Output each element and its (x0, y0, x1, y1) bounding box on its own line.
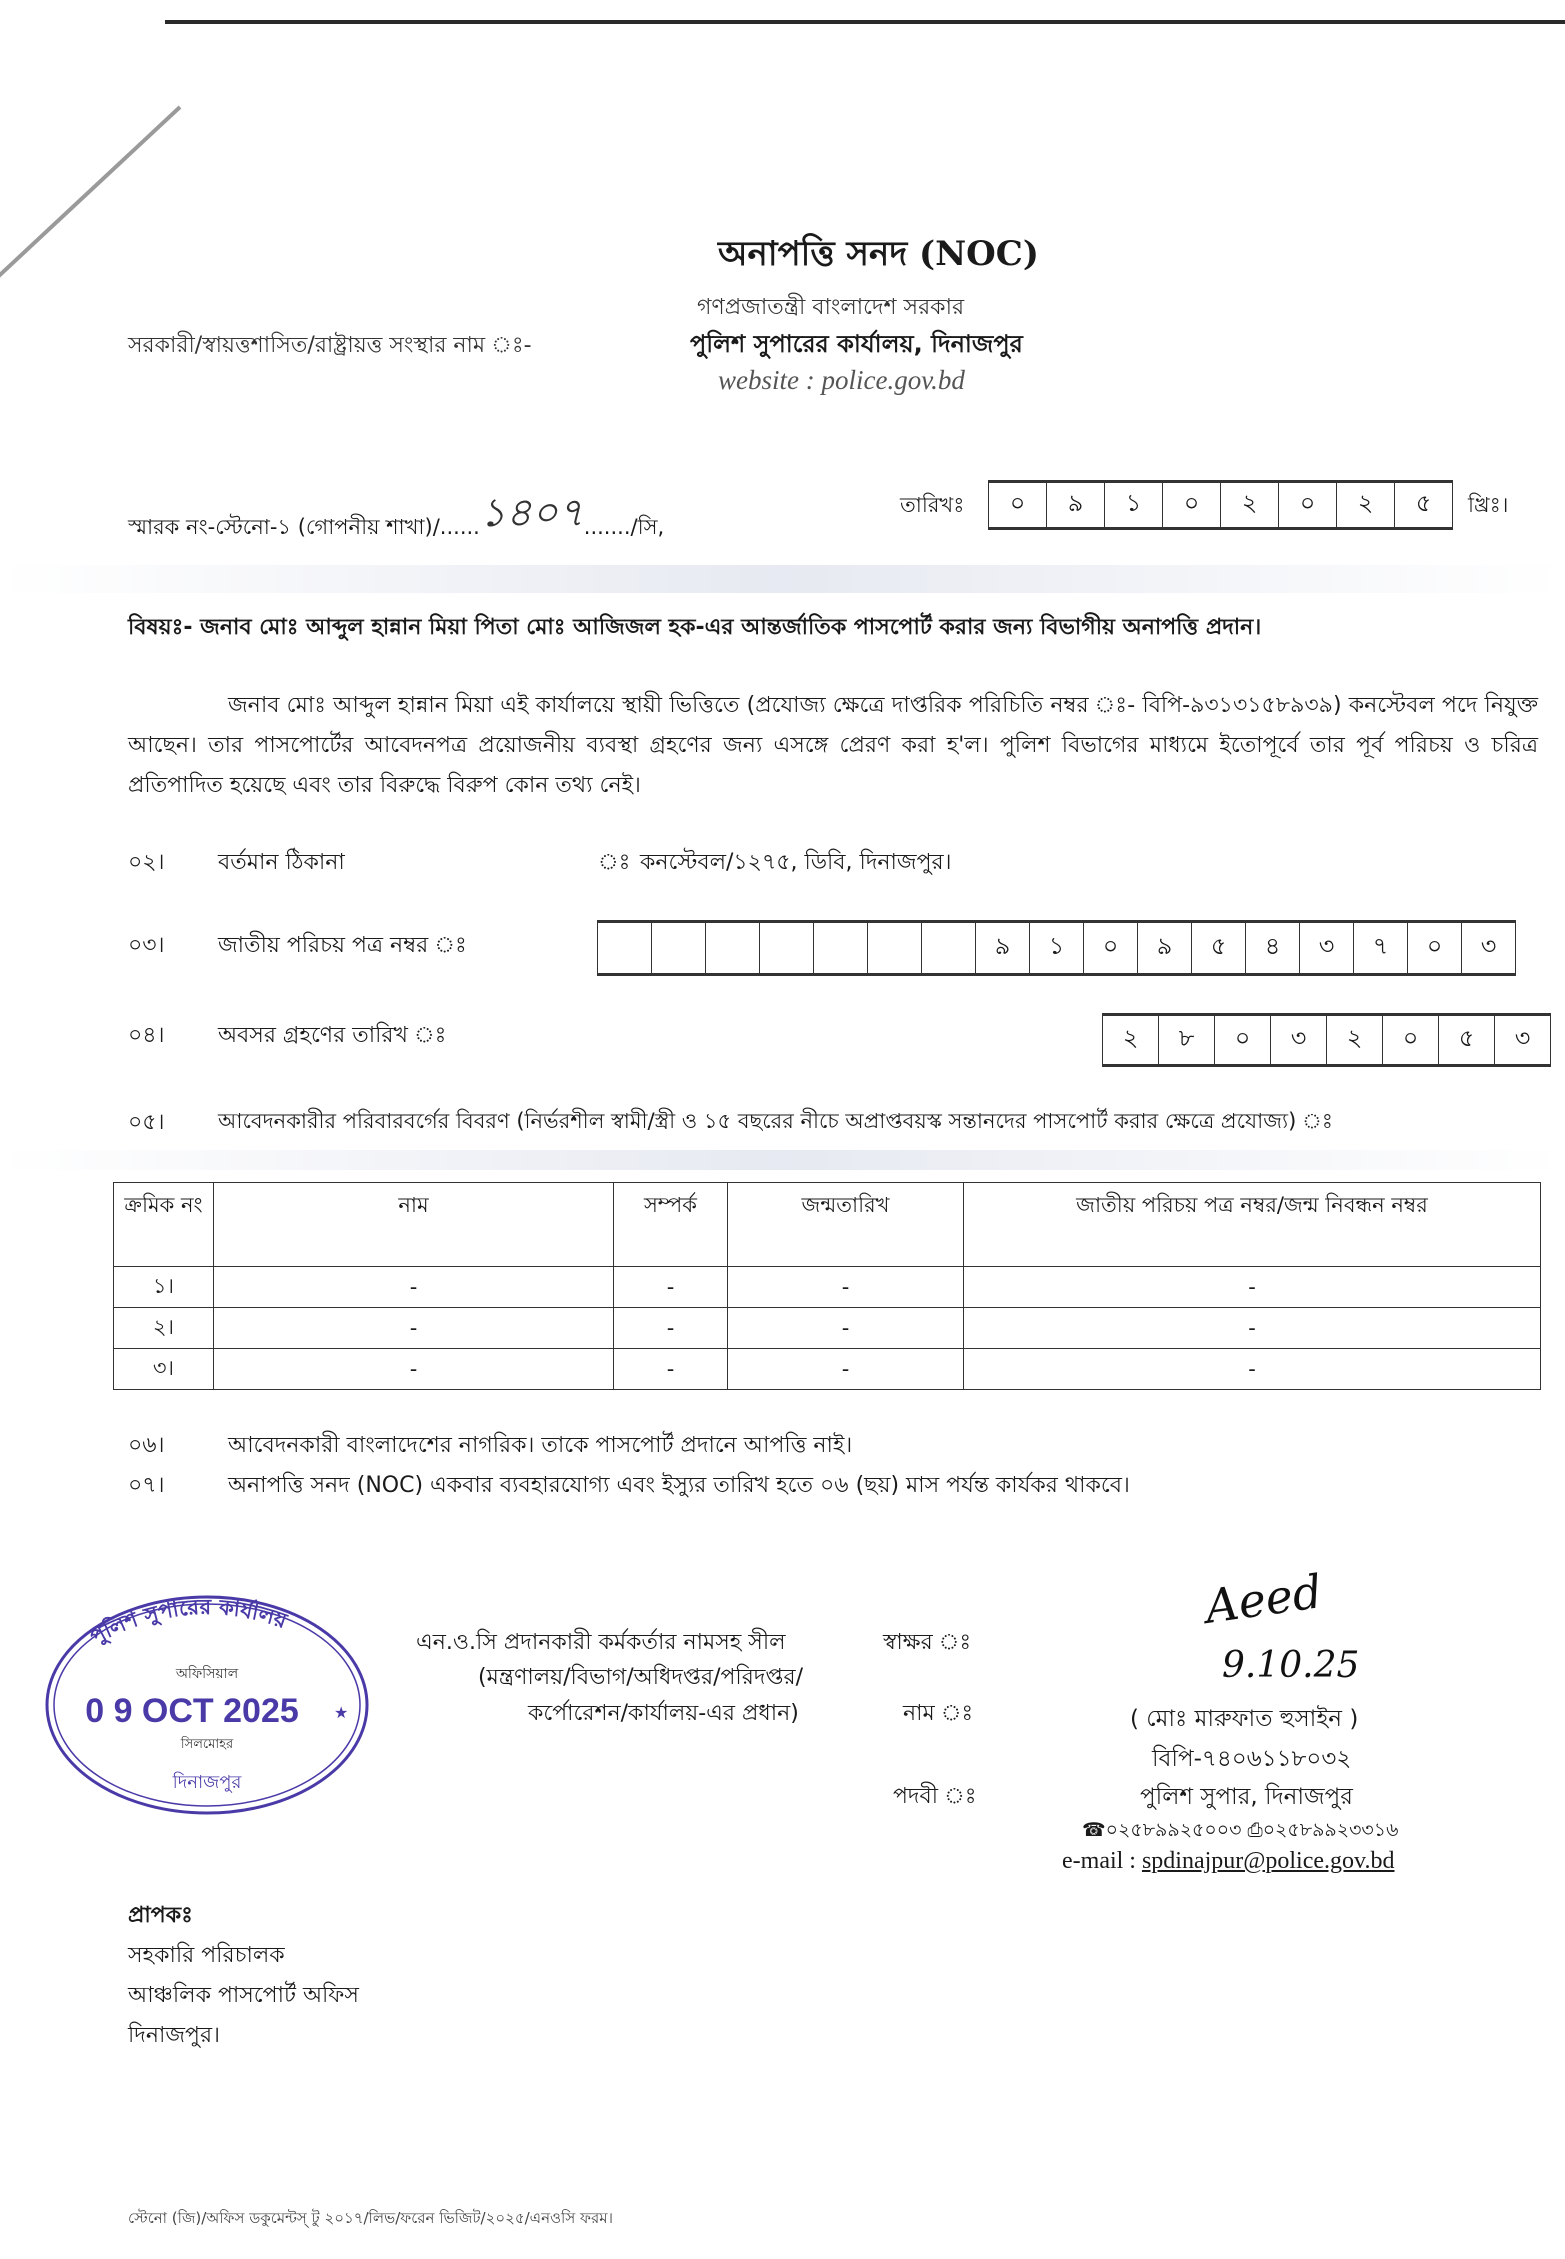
date-digit-box: ৫ (1395, 483, 1453, 527)
retirement-digit-box: ৫ (1439, 1016, 1495, 1064)
header-dob: জন্মতারিখ (728, 1183, 964, 1267)
subject-line: বিষয়ঃ- জনাব মোঃ আব্দুল হান্নান মিয়া পিতা মোঃ আজিজল হক-এর আন্তর্জাতিক পাসপোর্ট করার জন্য বিভাগীয় অনাপত্তি প্রদান। (128, 615, 1262, 640)
email-line (1062, 1848, 1394, 1875)
nid-digit-box (814, 923, 868, 973)
address-value: কনস্টেবল/১২৭৫, ডিবি, দিনাজপুর। (640, 850, 952, 875)
date-digit-box: ০ (1163, 483, 1221, 527)
retirement-date-boxes (1102, 1013, 1551, 1067)
nid-digit-box: ০ (1408, 923, 1462, 973)
header-name: নাম (214, 1183, 614, 1267)
validity-statement: অনাপত্তি সনদ (NOC) একবার ব্যবহারযোগ্য এবং ইস্যুর তারিখ হতে ০৬ (ছয়) মাস পর্যন্ত কার্যকর থাকবে। (228, 1473, 1130, 1498)
star-icon: ★ (334, 1703, 349, 1722)
office-name: পুলিশ সুপারের কার্যালয়, দিনাজপুর (690, 330, 1023, 358)
stamp-date: 0 9 OCT 2025 (85, 1692, 299, 1730)
retirement-digit-box: ৩ (1271, 1016, 1327, 1064)
nid-digit-box (652, 923, 706, 973)
government-name: গণপ্রজাতন্ত্রী বাংলাদেশ সরকার (697, 295, 965, 320)
designation-label: পদবী ঃ (893, 1784, 977, 1809)
cell-name: - (214, 1267, 614, 1308)
date-digit-box: ২ (1337, 483, 1395, 527)
nid-digit-box: ৫ (1192, 923, 1246, 973)
header-serial: ক্রমিক নং (114, 1183, 214, 1267)
date-digit-box: ৯ (1047, 483, 1105, 527)
header-relation: সম্পর্ক (614, 1183, 728, 1267)
date-suffix: খ্রিঃ। (1468, 493, 1509, 517)
seal-label-3: কর্পোরেশন/কার্যালয়-এর প্রধান) (528, 1701, 799, 1726)
nid-digit-box (922, 923, 976, 973)
retirement-digit-box: ২ (1103, 1016, 1159, 1064)
family-label: আবেদনকারীর পরিবারবর্গের বিবরণ (নির্ভরশীল স্বামী/স্ত্রী ও ১৫ বছরের নীচে অপ্রাপ্তবয়স্ক সন্তানদের পাসপোর্ট করার ক্ষেত্রে প্রযোজ্য) ঃ (218, 1109, 1333, 1133)
paper-fold-corner (0, 106, 181, 279)
table-row (114, 1349, 1541, 1390)
nid-digit-box: ৯ (1138, 923, 1192, 973)
cell-serial: ২। (114, 1308, 214, 1349)
email-label: e-mail : (1062, 1848, 1142, 1874)
nid-digit-box: ৩ (1462, 923, 1516, 973)
org-name-label: সরকারী/স্বায়ত্তশাসিত/রাষ্ট্রায়ত্ত সংস্থার নাম ঃ- (128, 333, 532, 358)
nid-digit-box: ৯ (976, 923, 1030, 973)
cell-id-number: - (964, 1349, 1541, 1390)
table-row (114, 1308, 1541, 1349)
cell-serial: ১। (114, 1267, 214, 1308)
contact-line (1082, 1816, 1398, 1848)
address-label: বর্তমান ঠিকানা (218, 850, 345, 875)
body-text: জনাব মোঃ আব্দুল হান্নান মিয়া এই কার্যালয়ে স্থায়ী ভিত্তিতে (প্রযোজ্য ক্ষেত্রে দাপ্তরিক পরিচিতি নম্বর ঃ- বিপি-৯৩১৩১৫৮৯৩৯) কনস্টেবল পদে নিযুক্ত আছেন। তার পাসপোর্টের আবেদনপত্র প্রয়োজনীয় ব্যবস্থা গ্রহণের জন্য এসঙ্গে প্রেরণ করা হ'ল। পুলিশ বিভাগের মাধ্যমে ইতোপূর্বে তার পূর্ব পরিচয় ও চরিত্র প্রতিপাদিত হয়েছে এবং তার বিরুদ্ধে বিরুপ কোন তথ্য নেই। (128, 693, 1538, 798)
recipient-line-1: সহকারি পরিচালক (128, 1943, 285, 1968)
website: website : police.gov.bd (718, 365, 965, 395)
cell-id-number: - (964, 1267, 1541, 1308)
name-label: নাম ঃ (903, 1701, 974, 1726)
cell-dob: - (728, 1308, 964, 1349)
nid-digit-box: ১ (1030, 923, 1084, 973)
item-number: ০৪। (128, 1023, 165, 1048)
stamp-line2: সিলমোহর (180, 1737, 234, 1752)
recipient-line-3: দিনাজপুর। (128, 2023, 220, 2048)
signatory-designation: পুলিশ সুপার, দিনাজপুর (1140, 1784, 1353, 1810)
header-id-number: জাতীয় পরিচয় পত্র নম্বর/জন্ম নিবন্ধন নম্বর (964, 1183, 1541, 1267)
fax-number: ০২৫৮৯৯২৩৩১৬ (1262, 1819, 1399, 1841)
cell-relation: - (614, 1308, 728, 1349)
memo-suffix: ......./সি, (583, 515, 665, 539)
retirement-label: অবসর গ্রহণের তারিখ ঃ (218, 1023, 447, 1048)
cell-id-number: - (964, 1308, 1541, 1349)
date-digit-box: ১ (1105, 483, 1163, 527)
address-colon: ঃ (598, 850, 631, 875)
nid-digit-box (868, 923, 922, 973)
date-digit-box: ২ (1221, 483, 1279, 527)
table-row (114, 1267, 1541, 1308)
signature-date: 9.10.25 (1222, 1645, 1360, 1686)
signatory-name: ( মোঃ মারুফাত হুসাইন ) (1130, 1706, 1359, 1732)
family-table (113, 1182, 1541, 1390)
memo-prefix: স্মারক নং-স্টেনো-১ (গোপনীয় শাখা)/...... (128, 515, 480, 539)
item-number: ০৭। (128, 1473, 165, 1498)
retirement-digit-box: ৮ (1159, 1016, 1215, 1064)
date-boxes (988, 480, 1453, 530)
cell-dob: - (728, 1349, 964, 1390)
memo-number (128, 489, 664, 556)
email-link[interactable]: spdinajpur@police.gov.bd (1141, 1848, 1395, 1874)
nid-digit-box (706, 923, 760, 973)
cell-relation: - (614, 1349, 728, 1390)
nid-label: জাতীয় পরিচয় পত্র নম্বর ঃ (218, 933, 467, 958)
date-digit-box: ০ (1279, 483, 1337, 527)
handwritten-signature: Aeed (1201, 1564, 1326, 1634)
nid-digit-box: ৭ (1354, 923, 1408, 973)
nid-digit-box: ৪ (1246, 923, 1300, 973)
memo-handwritten-number: ১৪০৭ (479, 490, 584, 536)
seal-label-1: এন.ও.সি প্রদানকারী কর্মকর্তার নামসহ সীল (416, 1630, 786, 1655)
seal-label-2: (মন্ত্রণালয়/বিভাগ/অধিদপ্তর/পরিদপ্তর/ (478, 1665, 803, 1690)
item-number: ০২। (128, 850, 165, 875)
document-title: অনাপত্তি সনদ (NOC) (718, 234, 1039, 274)
nid-digit-box (760, 923, 814, 973)
scan-smudge (0, 565, 1565, 593)
body-paragraph (128, 686, 1538, 806)
paper-fold-edge (165, 20, 1565, 24)
cell-dob: - (728, 1267, 964, 1308)
recipient-label: প্রাপকঃ (128, 1903, 193, 1928)
phone-number: ০২৫৮৯৯২৫০০৩ (1105, 1819, 1242, 1841)
item-number: ০৩। (128, 933, 165, 958)
retirement-digit-box: ০ (1383, 1016, 1439, 1064)
cell-name: - (214, 1308, 614, 1349)
nid-digit-box: ৩ (1300, 923, 1354, 973)
telephone-icon: ☎ (1082, 1819, 1106, 1841)
retirement-digit-box: ৩ (1495, 1016, 1551, 1064)
footer-reference: স্টেনো (জি)/অফিস ডকুমেন্টস্ টু ২০১৭/লিভ/ফরেন ভিজিট/২০২৫/এনওসি ফরম। (128, 2209, 613, 2227)
citizen-statement: আবেদনকারী বাংলাদেশের নাগরিক। তাকে পাসপোর্ট প্রদানে আপত্তি নাই। (228, 1433, 853, 1458)
date-digit-box: ০ (989, 483, 1047, 527)
official-seal-stamp (42, 1590, 372, 1820)
signatory-bp-number: বিপি-৭৪০৬১১৮০৩২ (1152, 1746, 1352, 1772)
cell-serial: ৩। (114, 1349, 214, 1390)
stamp-bottom-text: দিনাজপুর (172, 1772, 242, 1793)
retirement-digit-box: ০ (1215, 1016, 1271, 1064)
scan-smudge (0, 1150, 1565, 1170)
recipient-line-2: আঞ্চলিক পাসপোর্ট অফিস (128, 1983, 359, 2008)
table-header-row (114, 1183, 1541, 1267)
signature-label: স্বাক্ষর ঃ (883, 1630, 972, 1655)
retirement-digit-box: ২ (1327, 1016, 1383, 1064)
date-label: তারিখঃ (900, 493, 965, 517)
nid-boxes (597, 920, 1516, 976)
nid-digit-box: ০ (1084, 923, 1138, 973)
cell-relation: - (614, 1267, 728, 1308)
item-number: ০৬। (128, 1433, 165, 1458)
fax-icon: ⎙ (1247, 1819, 1263, 1841)
stamp-top-text: পুলিশ সুপারের কার্যালয় (86, 1594, 290, 1650)
stamp-line1: অফিসিয়াল (175, 1666, 239, 1682)
cell-name: - (214, 1349, 614, 1390)
item-number: ০৫। (128, 1110, 165, 1135)
nid-digit-box (598, 923, 652, 973)
